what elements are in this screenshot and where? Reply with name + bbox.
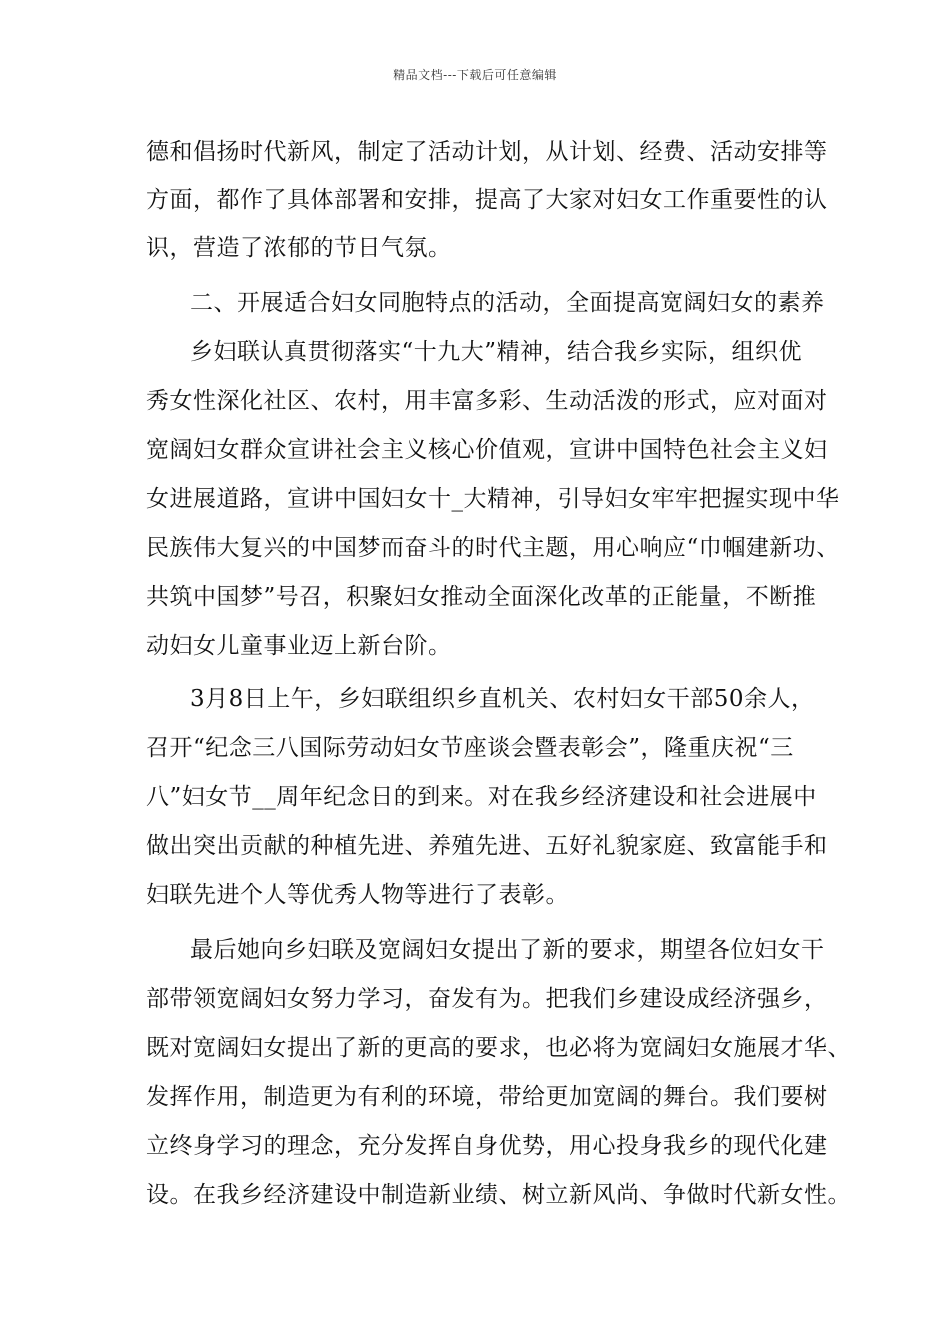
- text-line: 部带领宽阔妇女努力学习，奋发有为。把我们乡建设成经济强乡，: [146, 986, 828, 1012]
- text-line: 动妇女儿童事业迈上新台阶。: [146, 633, 452, 659]
- text-line: 最后她向乡妇联及宽阔妇女提出了新的要求，期望各位妇女干: [190, 937, 825, 963]
- text-line: 方面，都作了具体部署和安排，提高了大家对妇女工作重要性的认: [146, 187, 828, 213]
- text-line: 妇联先进个人等优秀人物等进行了表彰。: [146, 882, 569, 908]
- text-line: 共筑中国梦”号召，积聚妇女推动全面深化改革的正能量，不断推: [146, 584, 817, 610]
- text-line: 发挥作用，制造更为有利的环境，带给更加宽阔的舞台。我们要树: [146, 1084, 828, 1110]
- text-line: 召开“纪念三八国际劳动妇女节座谈会暨表彰会”，隆重庆祝“三: [146, 735, 794, 761]
- text-line: 乡妇联认真贯彻落实“十九大”精神，结合我乡实际，组织优: [190, 339, 803, 365]
- text-line: 八”妇女节__周年纪念日的到来。对在我乡经济建设和社会进展中: [146, 784, 817, 810]
- text-line: 德和倡扬时代新风，制定了活动计划，从计划、经费、活动安排等: [146, 139, 828, 165]
- text-line: 设。在我乡经济建设中制造新业绩、树立新风尚、争做时代新女性。: [146, 1182, 851, 1208]
- text-line: 秀女性深化社区、农村，用丰富多彩、生动活泼的形式，应对面对: [146, 388, 828, 414]
- text-line: 识，营造了浓郁的节日气氛。: [146, 235, 452, 261]
- text-line: 宽阔妇女群众宣讲社会主义核心价值观，宣讲中国特色社会主义妇: [146, 437, 828, 463]
- text-line: 立终身学习的理念，充分发挥自身优势，用心投身我乡的现代化建: [146, 1133, 828, 1159]
- page-header: 精品文档---下载后可任意编辑: [393, 68, 557, 82]
- section-heading: 二、开展适合妇女同胞特点的活动，全面提高宽阔妇女的素养: [190, 290, 825, 316]
- text-line: 女进展道路，宣讲中国妇女十_大精神，引导妇女牢牢把握实现中华: [146, 486, 840, 512]
- text-line: 做出突出贡献的种植先进、养殖先进、五好礼貌家庭、致富能手和: [146, 833, 828, 859]
- text-line: 民族伟大复兴的中国梦而奋斗的时代主题，用心响应“巾帼建新功、: [146, 535, 840, 561]
- text-line: 既对宽阔妇女提出了新的更高的要求，也必将为宽阔妇女施展才华、: [146, 1035, 851, 1061]
- text-line: 3月8日上午，乡妇联组织乡直机关、农村妇女干部50余人，: [190, 686, 815, 712]
